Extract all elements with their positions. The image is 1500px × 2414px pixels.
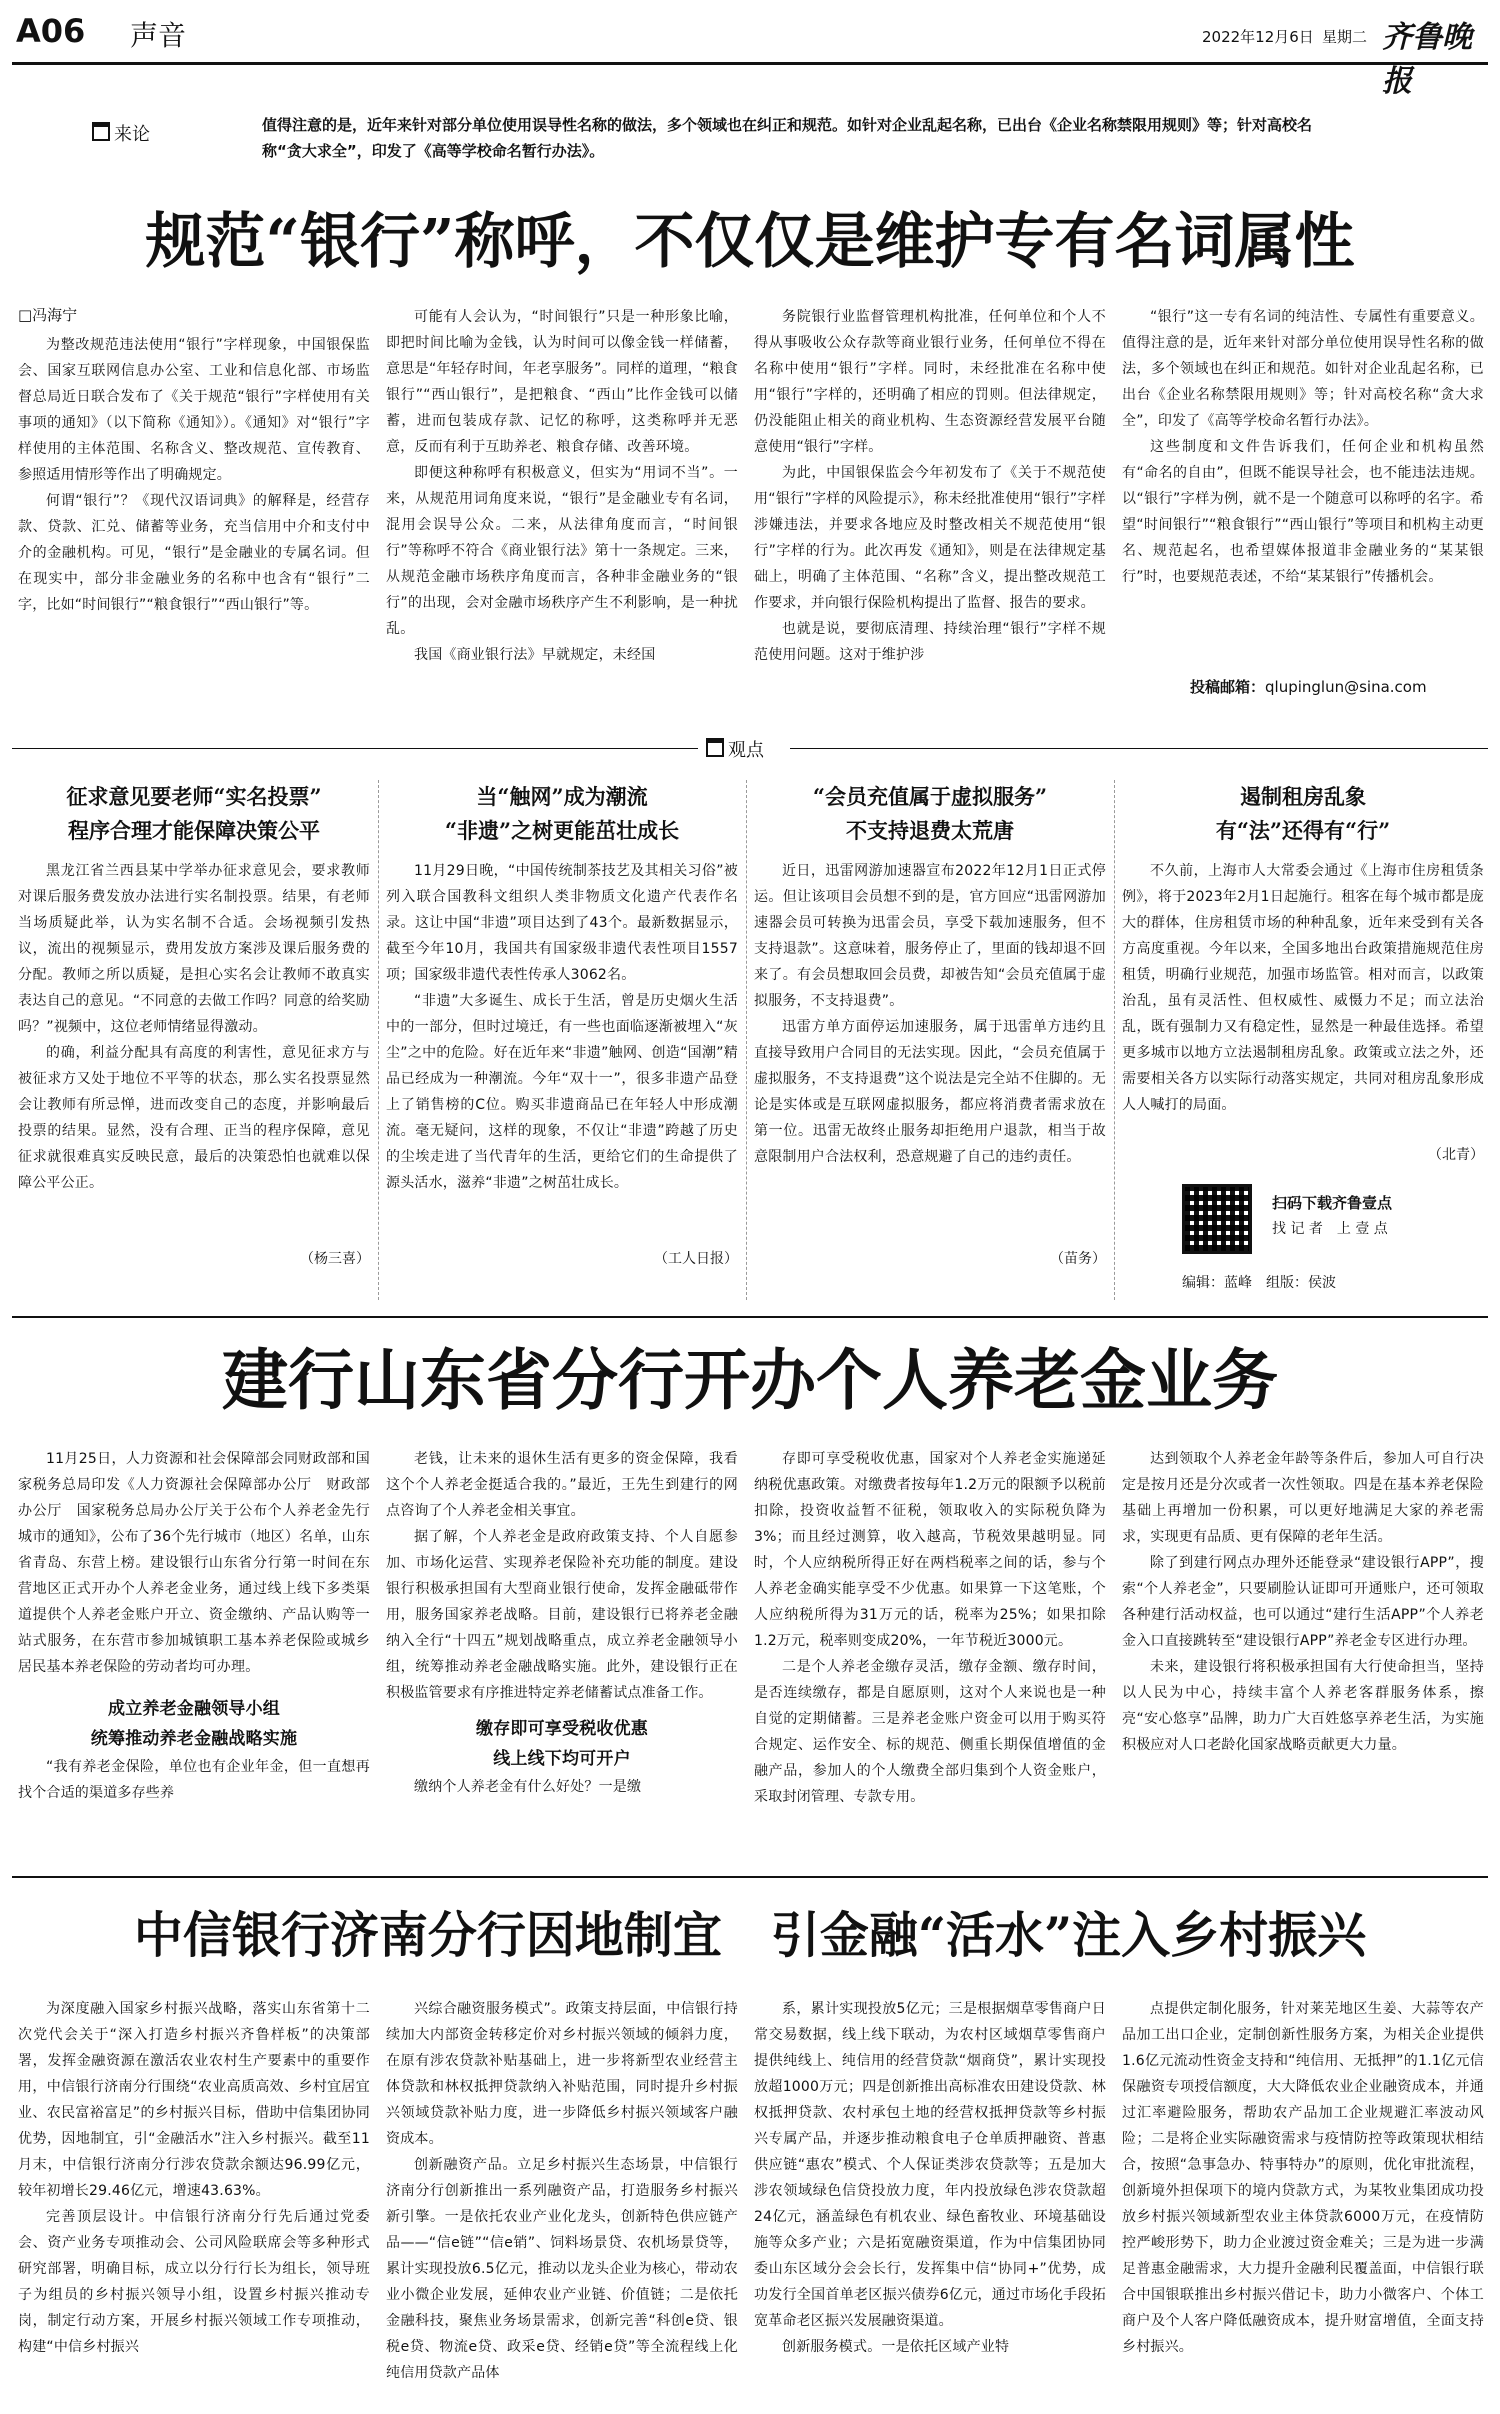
opinion-body: 黑龙江省兰西县某中学举办征求意见会，要求教师对课后服务费发放办法进行实名制投票。结果，有老师当场质疑此举，认为实名制不合适。会场视频引发热议，流出的视频显示，费用发放方案涉及课后服务费的分配。教师之所以质疑，是担心实名会让教师不敢真实表达自己的意见。“不同意的去做工作吗？同意的给奖励吗？”视频中，这位老师情绪显得激动。 的确，利益分配具有高度的利害性，意见征求方与被征求方又处于地位不平等的状态，那么实名投票显然会让教师有所忌惮，进而改变自己的态度，并影响最后投票的结果。显然，没有合理、正当的程序保障，意见征求就很难真实反映民意，最后的决策恐怕也就难以保障公平公正。 (18, 863, 370, 1191)
lailun-email: 投稿邮箱：qlupinglun@sina.com (1190, 678, 1427, 696)
jianhang-col-4: 达到领取个人养老金年龄等条件后，参加人可自行决定是按月还是分次或者一次性领取。四是在基本养老保险基础上再增加一份积累，可以更好地满足大家的养老需求，实现更有品质、更有保障的老年生活。 除了到建行网点办理外还能登录“建设银行APP”，搜索“个人养老金”，只要刷脸认证即可开通账户，还可领取各种建行活动权益，也可以通过“建行生活APP”个人养老金入口直接跳转至“建设银行APP”养老金专区进行办理。 未来，建设银行将积极承担国有大行使命担当，坚持以人民为中心，持续丰富个人养老客群服务体系，擦亮“安心悠享”品牌，助力广大百姓悠享养老生活，为实施积极应对人口老龄化国家战略贡献更大力量。 (1122, 1451, 1484, 1753)
editor-credit: 编辑：蓝峰 组版：侯波 (1182, 1275, 1336, 1291)
zhongxin-headline: 中信银行济南分行因地制宜 引金融“活水”注入乡村振兴 (133, 1906, 1367, 1964)
lailun-author: □冯海宁 (18, 306, 78, 324)
masthead-rule (12, 62, 1488, 65)
opinion-title-line1: “会员充值属于虚拟服务” (812, 784, 1048, 809)
column-divider (1114, 780, 1115, 1300)
opinion-article-3 (754, 780, 1106, 1268)
zhongxin-col-4: 点提供定制化服务，针对莱芜地区生姜、大蒜等农产品加工出口企业，定制创新性服务方案，为相关企业提供1.6亿元流动性资金支持和“纯信用、无抵押”的1.1亿元信保融资专项授信额度，大大降低农业企业融资成本，并通过汇率避险服务，帮助农产品加工企业规避汇率波动风险；二是将企业实际融资需求与疫情防控等政策现状相结合，按照“急事急办、特事特办”的原则，优化审批流程，创新境外担保项下的境内贷款方式，为某牧业集团成功投放乡村振兴领域新型农业主体贷款6000万元，在疫情防控严峻形势下，助力企业渡过资金难关；三是为进一步满足普惠金融需求，大力提升金融利民覆盖面，中信银行联合中国银联推出乡村振兴借记卡，助力小微客户、个体工商户及个人客户降低融资成本，提升财富增值，全面支持乡村振兴。 (1122, 2001, 1484, 2355)
opinion-body: 11月29日晚，“中国传统制茶技艺及其相关习俗”被列入联合国教科文组织人类非物质文化遗产代表作名录。这让中国“非遗”项目达到了43个。最新数据显示，截至今年10月，我国共有国家级非遗代表性项目1557项；国家级非遗代表性传承人3062名。 “非遗”大多诞生、成长于生活，曾是历史烟火生活中的一部分，但时过境迁，有一些也面临逐渐被埋入“灰尘”之中的危险。好在近年来“非遗”触网、创造“国潮”精品已经成为一种潮流。今年“双十一”，很多非遗产品登上了销售榜的C位。购买非遗商品已在年轻人中形成潮流。毫无疑问，这样的现象，不仅让“非遗”跨越了历史的尘埃走进了当代青年的生活，更给它们的生命提供了源头活水，滋养“非遗”之树茁壮成长。 (386, 863, 738, 1191)
opinion-signature: （工人日报） (654, 1251, 738, 1267)
email-address[interactable]: qlupinglun@sina.com (1265, 678, 1427, 696)
opinion-title-line2: “非遗”之树更能茁壮成长 (444, 818, 680, 843)
masthead (12, 8, 1488, 99)
opinion-title-line1: 遏制租房乱象 (1240, 784, 1366, 809)
jianhang-headline: 建行山东省分行开办个人养老金业务 (222, 1341, 1278, 1419)
jianhang-subhead-2a: 缴存即可享受税收优惠 (476, 1719, 648, 1739)
jianhang-col-2: 老钱，让未来的退休生活有更多的资金保障，我看这个个人养老金挺适合我的。”最近，王先生到建行的网点咨询了个人养老金相关事宜。 据了解，个人养老金是政府政策支持、个人自愿参加、市场化运营、实现养老保险补充功能的制度。建设银行积极承担国有大型商业银行使命，发挥金融砥带作用，服务国家养老战略。目前，建设银行已将养老金融纳入全行“十四五”规划战略重点，成立养老金融领导小组，统筹推动养老金融战略实施。此外，建设银行正在积极监管要求有序推进特定养老储蓄试点准备工作。 缴存即可享受税收优惠 线上线下均可开户 缴纳个人养老金有什么好处？一是缴 (386, 1451, 738, 1795)
guandian-tag: 观点 (706, 736, 764, 762)
column-divider (746, 780, 747, 1300)
lailun-col-1: 为整改规范违法使用“银行”字样现象，中国银保监会、国家互联网信息办公室、工业和信息化部、市场监督总局近日联合发布了《关于规范“银行”字样使用有关事项的通知》（以下简称《通知》）。《通知》对“银行”字样使用的主体范围、名称含义、整改规范、宣传教育、参照适用情形等作出了明确规定。 何谓“银行”？《现代汉语词典》的解释是，经营存款、贷款、汇兑、储蓄等业务，充当信用中介和支付中介的金融机构。可见，“银行”是金融业的专属名词。但在现实中，部分非金融业务的名称中也含有“银行”二字，比如“时间银行”“粮食银行”“西山银行”等。 (18, 337, 370, 613)
lailun-lead: 值得注意的是，近年来针对部分单位使用误导性名称的做法，多个领域也在纠正和规范。如针对企业乱起名称，已出台《企业名称禁限用规则》等；针对高校名称“贪大求全”，印发了《高等学校命名暂行办法》。 (262, 116, 1313, 160)
lailun-headline: 规范“银行”称呼，不仅仅是维护专有名词属性 (145, 207, 1355, 277)
zhongxin-col-2: 兴综合融资服务模式”。政策支持层面，中信银行持续加大内部资金转移定价对乡村振兴领域的倾斜力度，在原有涉农贷款补贴基础上，进一步将新型农业经营主体贷款和林权抵押贷款纳入补贴范围，同时提升乡村振兴领域贷款补贴力度，进一步降低乡村振兴领域客户融资成本。 创新融资产品。立足乡村振兴生态场景，中信银行济南分行创新推出一系列融资产品，打造服务乡村振兴新引擎。一是依托农业产业化龙头，创新特色供应链产品——“信e链”“信e销”、饲料场景贷、农机场景贷等，累计实现投放6.5亿元，推动以龙头企业为核心，带动农业小微企业发展，延伸农业产业链、价值链；二是依托金融科技，聚焦业务场景需求，创新完善“科创e贷、银税e贷、物流e贷、政采e贷、经销e贷”等全流程线上化纯信用贷款产品体 (386, 2001, 738, 2381)
section-rule (12, 1876, 1488, 1878)
page-number: A06 (16, 12, 86, 50)
lailun-col-4: “银行”这一专有名词的纯洁性、专属性有重要意义。值得注意的是，近年来针对部分单位使用误导性名称的做法，多个领域也在纠正和规范。如针对企业乱起名称，已出台《企业名称禁限用规则》等；针对高校名称“贪大求全”，印发了《高等学校命名暂行办法》。 这些制度和文件告诉我们，任何企业和机构虽然有“命名的自由”，但既不能误导社会，也不能违法违规。以“银行”字样为例，就不是一个随意可以称呼的名字。希望“时间银行”“粮食银行”“西山银行”等项目和机构主动更名、规范起名，也希望媒体报道非金融业务的“某某银行”时，也要规范表述，不给“某某银行”传播机会。 (1122, 309, 1484, 585)
opinion-body: 不久前，上海市人大常委会通过《上海市住房租赁条例》，将于2023年2月1日起施行。租客在每个城市都是庞大的群体，住房租赁市场的种种乱象，近年来受到有关各方高度重视。今年以来，全国多地出台政策措施规范住房租赁，明确行业规范，加强市场监管。相对而言，以政策治乱，虽有灵活性、但权威性、威慑力不足；而立法治乱，既有强制力又有稳定性，显然是一种最佳选择。希望更多城市以地方立法遏制租房乱象。政策或立法之外，还需要相关各方以实际行动落实规定，共同对租房乱象形成人人喊打的局面。 (1122, 863, 1484, 1113)
zhongxin-col-1: 为深度融入国家乡村振兴战略，落实山东省第十二次党代会关于“深入打造乡村振兴齐鲁样板”的决策部署，发挥金融资源在激活农业农村生产要素中的重要作用，中信银行济南分行围绕“农业高质高效、乡村宜居宜业、农民富裕富足”的乡村振兴目标，借助中信集团协同优势，因地制宜，引“金融活水”注入乡村振兴。截至11月末，中信银行济南分行涉农贷款余额达96.99亿元，较年初增长29.46亿元，增速43.63%。 完善顶层设计。中信银行济南分行先后通过党委会、资产业务专项推动会、公司风险联席会等多种形式研究部署，明确目标，成立以分行行长为组长，领导班子为组员的乡村振兴领导小组，设置乡村振兴推动专岗，制定行动方案，开展乡村振兴领域工作专项推动，构建“中信乡村振兴 (18, 2001, 370, 2355)
opinion-title-line2: 不支持退费太荒唐 (846, 818, 1014, 843)
jianhang-col-3: 存即可享受税收优惠，国家对个人养老金实施递延纳税优惠政策。对缴费者按每年1.2万元的限额予以税前扣除，投资收益暂不征税，领取收入的实际税负降为3%；而且经过测算，收入越高，节税效果越明显。同时，个人应纳税所得正好在两档税率之间的话，参与个人养老金确实能享受不少优惠。如果算一下这笔账，个人应纳税所得为31万元的话，税率为25%；如果扣除1.2万元，税率则变成20%，一年节税近3000元。 二是个人养老金缴存灵活，缴存金额、缴存时间，是否连续缴存，都是自愿原则，这对个人来说也是一种自觉的定期储蓄。三是养老金账户资金可以用于购买符合规定、运作安全、标的规范、侧重长期保值增值的金融产品，参加人的个人缴费全部归集到个人资金账户，采取封闭管理、专款专用。 (754, 1451, 1106, 1805)
opinion-article-1 (18, 780, 370, 1268)
opinion-signature: （苗务） (1050, 1251, 1106, 1267)
section-name: 声音 (130, 19, 187, 52)
opinion-title-line2: 有“法”还得有“行” (1215, 818, 1391, 843)
section-rule (12, 1316, 1488, 1318)
lailun-col-3: 务院银行业监督管理机构批准，任何单位和个人不得从事吸收公众存款等商业银行业务，任何单位不得在名称中使用“银行”字样。同时，未经批准在名称中使用“银行”字样的，还明确了相应的罚则。但法律规定，仍没能阻止相关的商业机构、生态资源经营发展平台随意使用“银行”字样。 为此，中国银保监会今年初发布了《关于不规范使用“银行”字样的风险提示》，称未经批准使用“银行”字样涉嫌违法，并要求各地应及时整改相关不规范使用“银行”字样的行为。此次再发《通知》，则是在法律规定基础上，明确了主体范围、“名称”含义，提出整改规范工作要求，并向银行保险机构提出了监督、报告的要求。 也就是说，要彻底清理、持续治理“银行”字样不规范使用问题。这对于维护涉 (754, 309, 1106, 663)
qr-line-1: 扫码下载齐鲁壹点 (1272, 1194, 1393, 1212)
qr-code-icon[interactable] (1182, 1184, 1252, 1254)
jianhang-subhead-2b: 线上线下均可开户 (493, 1749, 631, 1769)
jianhang-col-1: 11月25日，人力资源和社会保障部会同财政部和国家税务总局印发《人力资源社会保障部办公厅 财政部办公厅 国家税务总局办公厅关于公布个人养老金先行城市的通知》，公布了36个先行城市（地区）名单，山东省青岛、东营上榜。建设银行山东省分行第一时间在东营地区正式开办个人养老金业务，通过线上线下多类渠道提供个人养老金账户开立、资金缴纳、产品认购等一站式服务，在东营市参加城镇职工基本养老保险或城乡居民基本养老保险的劳动者均可办理。 成立养老金融领导小组 统筹推动养老金融战略实施 “我有养老金保险，单位也有企业年金，但一直想再找个合适的渠道多存些养 (18, 1451, 370, 1801)
issue-date: 2022年12月6日 (1202, 28, 1314, 46)
lailun-tag: 来论 (92, 120, 150, 146)
opinion-signature: （北青） (1428, 1147, 1484, 1163)
tag-box-icon (706, 738, 724, 757)
jianhang-subhead-1a: 成立养老金融领导小组 (108, 1699, 280, 1719)
jianhang-subhead-1b: 统筹推动养老金融战略实施 (90, 1729, 298, 1749)
opinion-body: 近日，迅雷网游加速器宣布2022年12月1日正式停运。但让该项目会员想不到的是，官方回应“迅雷网游加速器会员可转换为迅雷会员，享受下载加速服务，但不支持退款”。这意味着，服务停止了，里面的钱却退不回来了。有会员想取回会员费，却被告知“会员充值属于虚拟服务，不支持退费”。 迅雷方单方面停运加速服务，属于迅雷单方违约且直接导致用户合同目的无法实现。因此，“会员充值属于虚拟服务，不支持退费”这个说法是完全站不住脚的。无论是实体或是互联网虚拟服务，都应将消费者需求放在第一位。迅雷无故终止服务却拒绝用户退款，相当于故意限制用户合法权利，恐意规避了自己的违约责任。 (754, 863, 1106, 1165)
opinion-title-line1: 当“触网”成为潮流 (476, 784, 648, 809)
column-divider (378, 780, 379, 1300)
opinion-article-2 (386, 780, 738, 1268)
opinion-title-line2: 程序合理才能保障决策公平 (68, 818, 320, 843)
issue-weekday: 星期二 (1322, 28, 1368, 46)
opinion-article-4 (1122, 780, 1484, 1164)
lailun-col-2: 可能有人会认为，“时间银行”只是一种形象比喻，即把时间比喻为金钱，认为时间可以像金钱一样储蓄，意思是“年轻存时间，年老享服务”。同样的道理，“粮食银行”“西山银行”，是把粮食、“西山”比作金钱可以储蓄，进而包装成存款、记忆的称呼，这类称呼并无恶意，反而有利于互助养老、粮食存储、改善环境。 即便这种称呼有积极意义，但实为“用词不当”。一来，从规范用词角度来说，“银行”是金融业专有名词，混用会误导公众。二来，从法律角度而言，“时间银行”等称呼不符合《商业银行法》第十一条规定。三来，从规范金融市场秩序角度而言，各种非金融业务的“银行”的出现，会对金融市场秩序产生不利影响，是一种扰乱。 我国《商业银行法》早就规定，未经国 (386, 309, 738, 663)
qr-block (1182, 1184, 1482, 1300)
guandian-rule-right (790, 748, 1488, 749)
guandian-rule-left (12, 748, 698, 749)
paper-logo: 齐鲁晚报 (1382, 20, 1472, 99)
tag-box-icon (92, 122, 110, 141)
opinion-title-line1: 征求意见要老师“实名投票” (66, 784, 322, 809)
opinion-signature: （杨三喜） (300, 1251, 370, 1267)
zhongxin-col-3: 系，累计实现投放5亿元；三是根据烟草零售商户日常交易数据，线上线下联动，为农村区域烟草零售商户提供纯线上、纯信用的经营贷款“烟商贷”，累计实现投放超1000万元；四是创新推出高标准农田建设贷款、林权抵押贷款、农村承包土地的经营权抵押贷款等乡村振兴专属产品，并逐步推动粮食电子仓单质押融资、普惠供应链“惠农”模式、个人保证类涉农贷款等；五是加大涉农领域绿色信贷投放力度，年内投放绿色涉农贷款超24亿元，涵盖绿色有机农业、绿色畜牧业、环境基础设施等众多产业；六是拓宽融资渠道，作为中信集团协同委山东区域分会会长行，发挥集中信“协同+”优势，成功发行全国首单老区振兴债券6亿元，通过市场化手段拓宽革命老区振兴发展融资渠道。 创新服务模式。一是依托区域产业特 (754, 2001, 1106, 2355)
qr-line-2: 找 记 者 上 壹 点 (1272, 1221, 1388, 1237)
